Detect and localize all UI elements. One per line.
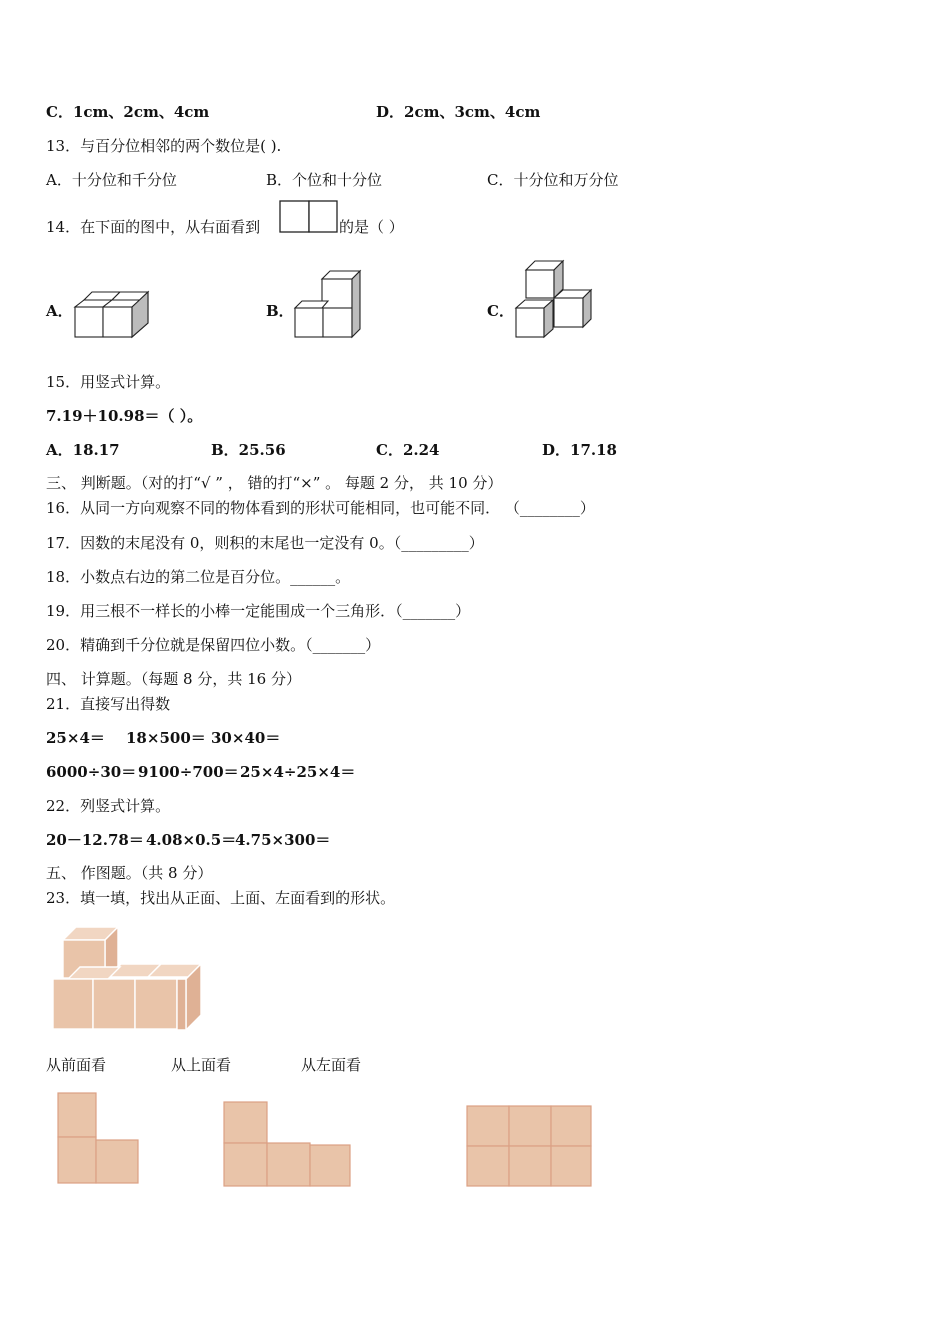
q21-item: 30×40＝ — [211, 729, 281, 747]
q15-expression: 7.19＋10.98＝（ ）。 — [46, 407, 203, 425]
q18: 18．小数点右边的第二位是百分位。______。 — [46, 568, 351, 586]
q15-option-c: C．2.24 — [376, 441, 440, 459]
q22-item: 4.08×0.5＝ — [146, 831, 237, 849]
q20: 20．精确到千分位就是保留四位小数。（_______） — [46, 636, 381, 654]
section-3-title: 三、 判断题。（对的打“√ ” ， 错的打“×” 。 每题 2 分， 共 10 分） — [46, 474, 503, 492]
q15-stem: 15．用竖式计算。 — [46, 373, 171, 391]
q12-option-c: C．1cm、2cm、4cm — [46, 103, 210, 121]
section-4-title: 四、 计算题。（每题 8 分，共 16 分） — [46, 670, 301, 688]
q15-option-a: A．18.17 — [46, 441, 120, 459]
q15-option-d: D．17.18 — [542, 441, 617, 459]
q21-item: 18×500＝ — [126, 729, 206, 747]
q13-option-c: C．十分位和万分位 — [487, 171, 619, 189]
q23-stem: 23．填一填，找出从正面、上面、左面看到的形状。 — [46, 889, 396, 907]
q23-cube-stack-figure — [48, 922, 206, 1034]
q14-option-a-figure — [72, 286, 154, 340]
section-5-title: 五、 作图题。（共 8 分） — [46, 864, 213, 882]
q13-stem: 13．与百分位相邻的两个数位是( ). — [46, 137, 282, 155]
q21-stem: 21．直接写出得数 — [46, 695, 171, 713]
q21-item: 25×4＝ — [46, 729, 105, 747]
q23-label-top: 从上面看 — [171, 1056, 232, 1074]
q13-option-b: B．个位和十分位 — [266, 171, 383, 189]
q14-stem-after: 的是（ ） — [339, 218, 404, 236]
q21-item: 25×4÷25×4＝ — [240, 763, 356, 781]
q14-right-view-figure — [279, 200, 339, 234]
q23-top-view-figure — [222, 1100, 354, 1190]
q14-option-c-figure — [513, 258, 597, 340]
q21-item: 6000÷30＝ — [46, 763, 137, 781]
q19: 19．用三根不一样长的小棒一定能围成一个三角形．（_______） — [46, 602, 471, 620]
q22-item: 20－12.78＝ — [46, 831, 144, 849]
q23-label-front: 从前面看 — [46, 1056, 107, 1074]
q17: 17．因数的末尾没有 0，则积的末尾也一定没有 0。（_________） — [46, 534, 484, 552]
q12-option-d: D．2cm、3cm、4cm — [376, 103, 541, 121]
q23-left-view-figure — [465, 1104, 595, 1190]
q14-stem-before: 14．在下面的图中，从右面看到 — [46, 218, 261, 236]
q15-option-b: B．25.56 — [211, 441, 286, 459]
q14-option-c-label: C． — [487, 302, 514, 320]
q22-stem: 22．列竖式计算。 — [46, 797, 171, 815]
q14-option-b-label: B． — [266, 302, 294, 320]
q14-option-a-label: A． — [46, 302, 73, 320]
q23-label-left: 从左面看 — [301, 1056, 362, 1074]
q23-front-view-figure — [56, 1092, 144, 1188]
q13-option-a: A．十分位和千分位 — [46, 171, 177, 189]
q14-option-b-figure — [292, 268, 364, 340]
q16: 16．从同一方向观察不同的物体看到的形状可能相同，也可能不同． （________） — [46, 499, 595, 517]
q22-item: 4.75×300＝ — [235, 831, 331, 849]
q21-item: 9100÷700＝ — [138, 763, 239, 781]
